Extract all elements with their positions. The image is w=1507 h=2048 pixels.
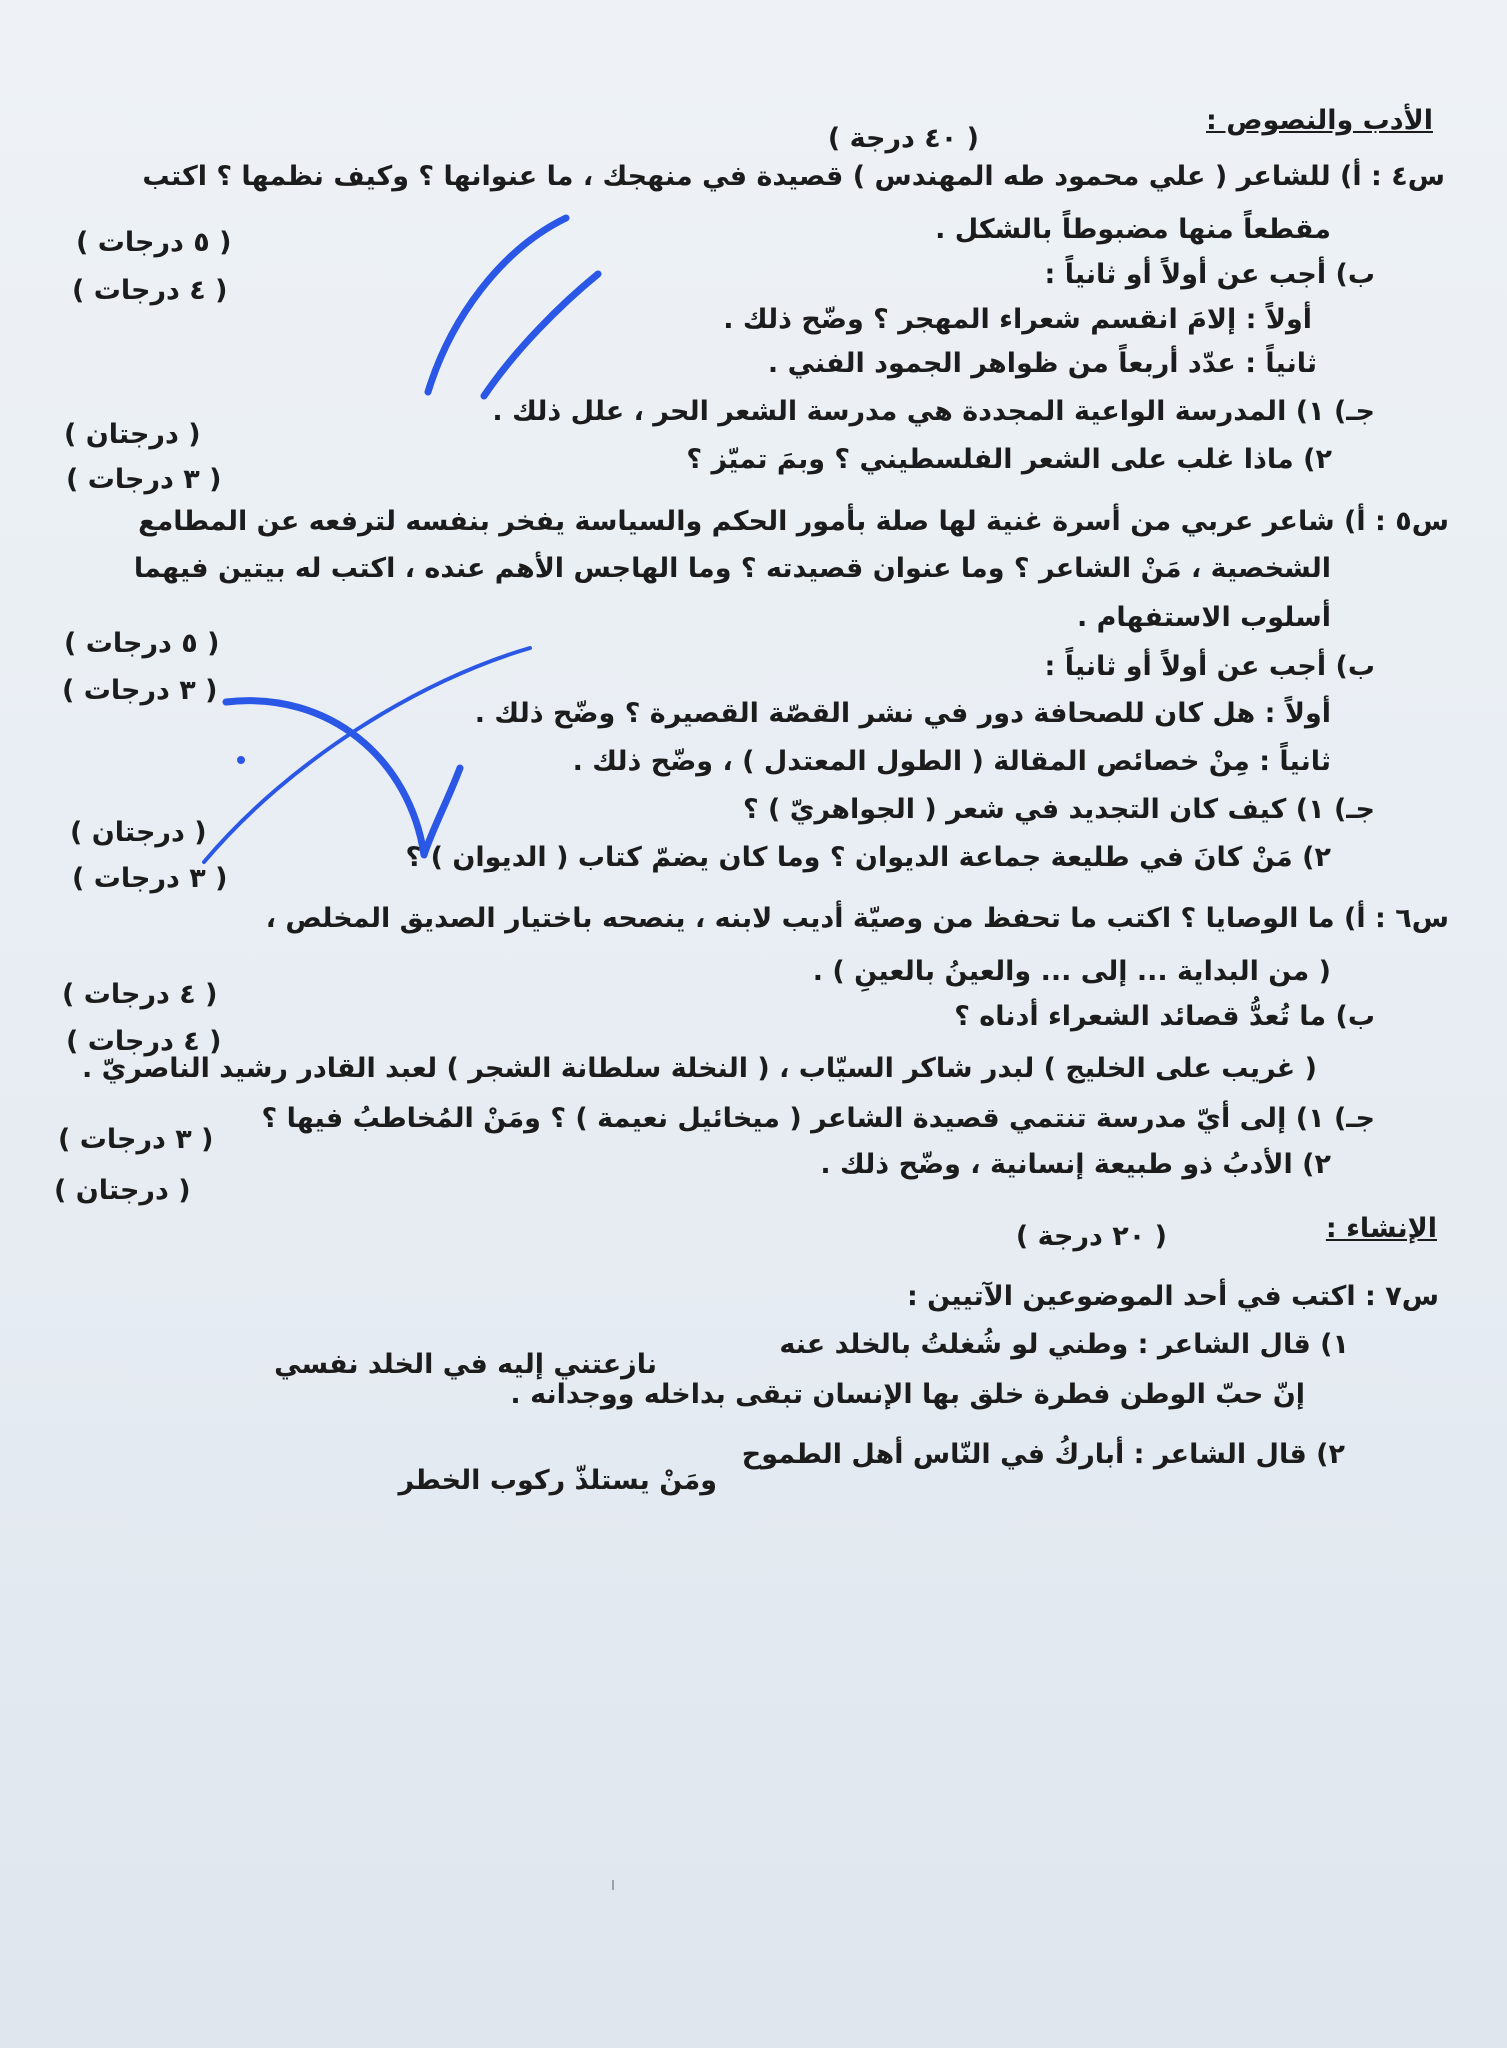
q4-b-second: ثانياً : عدّد أربعاً من ظواهر الجمود الفني . — [767, 348, 1317, 379]
q4-a-line1: س٤ : أ) للشاعر ( علي محمود طه المهندس ) قصيدة في منهجك ، ما عنوانها ؟ وكيف نظمها ؟ اكتب — [142, 161, 1445, 192]
q5-c1: جـ) ١) كيف كان التجديد في شعر ( الجواهريّ ) ؟ — [742, 794, 1375, 825]
q4-mark-b: ( ٤ درجات ) — [72, 275, 228, 306]
q4-c1: جـ) ١) المدرسة الواعية المجددة هي مدرسة الشعر الحر ، علل ذلك . — [492, 396, 1375, 427]
q7-topic2-verse1: ٢) قال الشاعر : أباركُ في النّاس أهل الطموح — [741, 1439, 1345, 1470]
pen-dot — [237, 756, 245, 764]
q5-b-first: أولاً : هل كان للصحافة دور في نشر القصّة القصيرة ؟ وضّح ذلك . — [474, 698, 1331, 729]
q4-c2: ٢) ماذا غلب على الشعر الفلسطيني ؟ وبمَ تميّز ؟ — [686, 444, 1332, 475]
q4-mark-c1: ( درجتان ) — [64, 419, 201, 450]
q5-a-line1: س٥ : أ) شاعر عربي من أسرة غنية لها صلة بأمور الحكم والسياسة يفخر بنفسه لترفعه عن المطامع — [138, 506, 1449, 537]
q4-a-line2: مقطعاً منها مضبوطاً بالشكل . — [935, 214, 1331, 245]
q5-b-second: ثانياً : مِنْ خصائص المقالة ( الطول المعتدل ) ، وضّح ذلك . — [572, 746, 1331, 777]
q6-b-works: ( غريب على الخليج ) لبدر شاكر السيّاب ، ( النخلة سلطانة الشجر ) لعبد القادر رشيد الناصريّ . — [82, 1053, 1317, 1084]
section-total-marks: ( ٤٠ درجة ) — [827, 123, 979, 154]
q5-mark-c2: ( ٣ درجات ) — [72, 863, 228, 894]
composition-title: الإنشاء : — [1325, 1213, 1437, 1244]
q4-b-first: أولاً : إلامَ انقسم شعراء المهجر ؟ وضّح ذلك . — [723, 304, 1312, 335]
q7-topic1-statement: إنّ حبّ الوطن فطرة خلق بها الإنسان تبقى بداخله ووجدانه . — [510, 1379, 1305, 1410]
q7-header: س٧ : اكتب في أحد الموضوعين الآتيين : — [906, 1281, 1439, 1312]
q6-b: ب) ما تُعدُّ قصائد الشعراء أدناه ؟ — [954, 1001, 1375, 1032]
q7-topic1-verse2: نازعتني إليه في الخلد نفسي — [274, 1349, 657, 1380]
q4-mark-c2: ( ٣ درجات ) — [66, 464, 222, 495]
q6-a-line1: س٦ : أ) ما الوصايا ؟ اكتب ما تحفظ من وصيّة أديب لابنه ، ينصحه باختيار الصديق المخلص ، — [265, 903, 1449, 934]
q6-c1: جـ) ١) إلى أيّ مدرسة تنتمي قصيدة الشاعر ( ميخائيل نعيمة ) ؟ ومَنْ المُخاطبُ فيها ؟ — [261, 1103, 1375, 1134]
q6-mark-a: ( ٤ درجات ) — [62, 979, 218, 1010]
q6-c2: ٢) الأدبُ ذو طبيعة إنسانية ، وضّح ذلك . — [820, 1149, 1331, 1180]
q5-mark-c1: ( درجتان ) — [70, 817, 207, 848]
q5-a-line3: أسلوب الاستفهام . — [1076, 602, 1331, 633]
composition-total-marks: ( ٢٠ درجة ) — [1015, 1221, 1167, 1252]
pen-stroke — [204, 648, 530, 862]
q5-c2: ٢) مَنْ كانَ في طليعة جماعة الديوان ؟ وما كان يضمّ كتاب ( الديوان ) ؟ — [405, 842, 1331, 873]
q5-mark-b: ( ٣ درجات ) — [62, 675, 218, 706]
q6-a-line2: ( من البداية ... إلى ... والعينُ بالعينِ ) . — [812, 956, 1331, 987]
q7-topic1-verse1: ١) قال الشاعر : وطني لو شُغلتُ بالخلد عنه — [779, 1329, 1349, 1360]
q4-b-header: ب) أجب عن أولاً أو ثانياً : — [1044, 259, 1375, 290]
q6-mark-c2: ( درجتان ) — [54, 1175, 191, 1206]
pen-stroke — [428, 218, 566, 392]
q6-mark-b: ( ٤ درجات ) — [66, 1026, 222, 1057]
q4-mark-a: ( ٥ درجات ) — [76, 227, 232, 258]
q5-mark-a: ( ٥ درجات ) — [64, 628, 220, 659]
q5-b-header: ب) أجب عن أولاً أو ثانياً : — [1044, 651, 1375, 682]
q5-a-line2: الشخصية ، مَنْ الشاعر ؟ وما عنوان قصيدته ؟ وما الهاجس الأهم عنده ، اكتب له بيتين فيهما — [133, 553, 1331, 584]
pen-stroke — [226, 701, 460, 855]
section-title: الأدب والنصوص : — [1206, 105, 1433, 136]
q7-topic2-verse2: ومَنْ يستلذّ ركوب الخطر — [398, 1465, 717, 1496]
pen-stroke — [484, 274, 598, 396]
q6-mark-c1: ( ٣ درجات ) — [58, 1124, 214, 1155]
